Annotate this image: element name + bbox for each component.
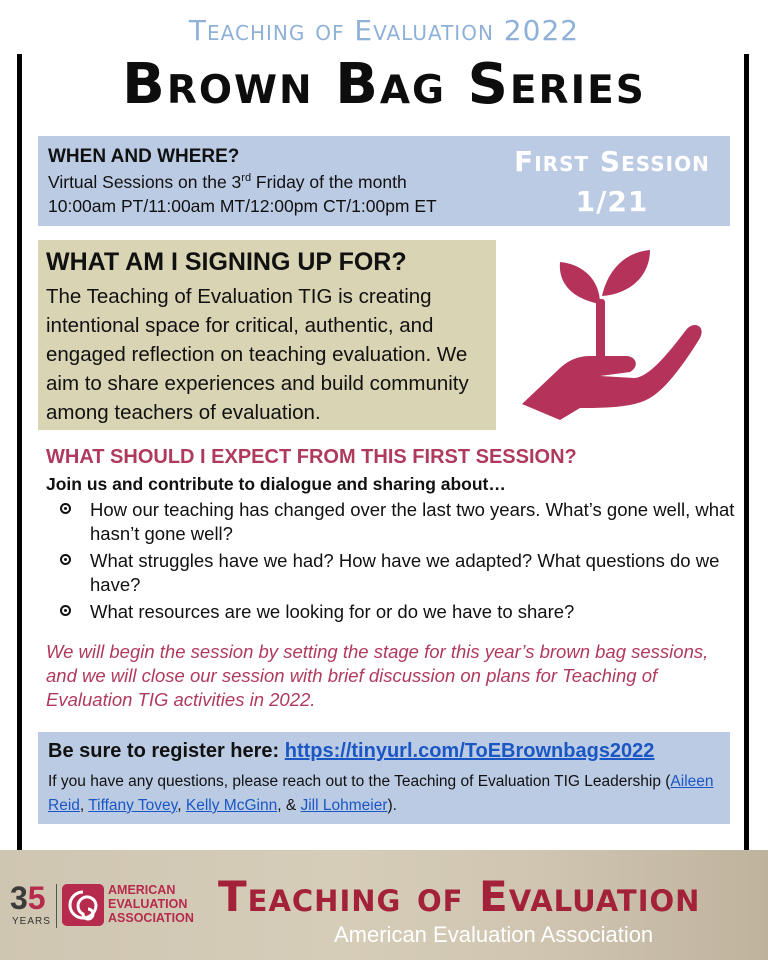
- org-line: AMERICAN: [108, 883, 176, 897]
- circle-bullet-icon: [60, 503, 71, 514]
- first-session-date: 1/21: [575, 185, 649, 218]
- register-line: [48, 740, 654, 763]
- org-line: EVALUATION: [108, 897, 188, 911]
- schedule-suffix: Friday of the month: [251, 172, 407, 192]
- aea-org-name: [108, 883, 194, 925]
- anniversary-digit-5: 5: [27, 880, 46, 916]
- session-plan-note: We will begin the session by setting the stage for this year’s brown bag sessions, and we will close our session with brief discussion on plans for Teaching of Evaluation TIG activities in 2022.: [46, 641, 709, 710]
- leader-link-kelly-mcginn[interactable]: Kelly McGinn: [185, 797, 278, 814]
- questions-text: [48, 770, 718, 818]
- register-link[interactable]: https://tinyurl.com/ToEBrownbags2022: [284, 740, 655, 762]
- right-border-line: [744, 54, 749, 850]
- signup-box: [38, 240, 496, 430]
- time-zones-line: 10:00am PT/11:00am MT/12:00pm CT/1:00pm ET: [48, 196, 437, 216]
- schedule-prefix: Virtual Sessions on the 3: [48, 172, 242, 192]
- first-session-badge: [500, 142, 724, 222]
- org-line: ASSOCIATION: [108, 911, 194, 925]
- topic-list: [58, 498, 738, 627]
- schedule-ordinal: rd: [241, 172, 252, 185]
- leader-link-jill-lohmeier[interactable]: Jill Lohmeier: [300, 797, 388, 814]
- first-session-label: First Session: [514, 145, 710, 178]
- schedule-line: [48, 172, 407, 193]
- register-box: [38, 732, 730, 824]
- footer-banner: [0, 850, 768, 960]
- signup-description: The Teaching of Evaluation TIG is creating intentional space for critical, authentic, and engaged reflection on teaching evaluation. We aim to share experiences and build community among teachers of evaluation.: [46, 285, 469, 424]
- logo-divider: [56, 884, 57, 928]
- topic-text: What struggles have we had? How have we adapted? What questions do we have?: [90, 550, 720, 595]
- leader-link-tiffany-tovey[interactable]: Tiffany Tovey: [88, 797, 178, 814]
- series-title: Teaching of Evaluation 2022: [188, 14, 580, 47]
- when-where-box: [38, 136, 730, 226]
- hand-holding-plant-icon: [518, 244, 708, 420]
- topic-text: What resources are we looking for or do we have to share?: [90, 601, 575, 622]
- register-prompt: Be sure to register here:: [48, 740, 285, 762]
- separator: ,: [79, 797, 89, 814]
- leader-link-aileen-reid[interactable]: Aileen Reid: [48, 773, 714, 814]
- anniversary-label: YEARS: [12, 916, 51, 927]
- separator: , &: [277, 797, 301, 814]
- anniversary-digit-3: 3: [10, 880, 28, 916]
- aea-swirl-logo-icon: [62, 884, 104, 926]
- left-border-line: [17, 54, 22, 850]
- list-item: [58, 600, 738, 624]
- circle-bullet-icon: [60, 605, 71, 616]
- when-where-heading: WHEN AND WHERE?: [48, 146, 240, 167]
- signup-heading: WHAT AM I SIGNING UP FOR?: [46, 248, 407, 276]
- footer-title: Teaching of Evaluation: [218, 872, 701, 921]
- list-item: [58, 498, 738, 546]
- anniversary-number: [10, 882, 46, 914]
- main-title: Brown Bag Series: [122, 52, 646, 117]
- list-item: [58, 549, 738, 597]
- questions-suffix: ).: [387, 797, 397, 814]
- expect-heading: WHAT SHOULD I EXPECT FROM THIS FIRST SESSION?: [46, 446, 577, 468]
- circle-bullet-icon: [60, 554, 71, 565]
- footer-subtitle: American Evaluation Association: [334, 922, 654, 947]
- questions-prefix: If you have any questions, please reach out to the Teaching of Evaluation TIG Leadership (: [48, 773, 671, 790]
- topic-text: How our teaching has changed over the last two years. What’s gone well, what hasn’t gone well?: [90, 499, 735, 544]
- separator: ,: [177, 797, 186, 814]
- expect-intro: Join us and contribute to dialogue and sharing about…: [46, 474, 506, 494]
